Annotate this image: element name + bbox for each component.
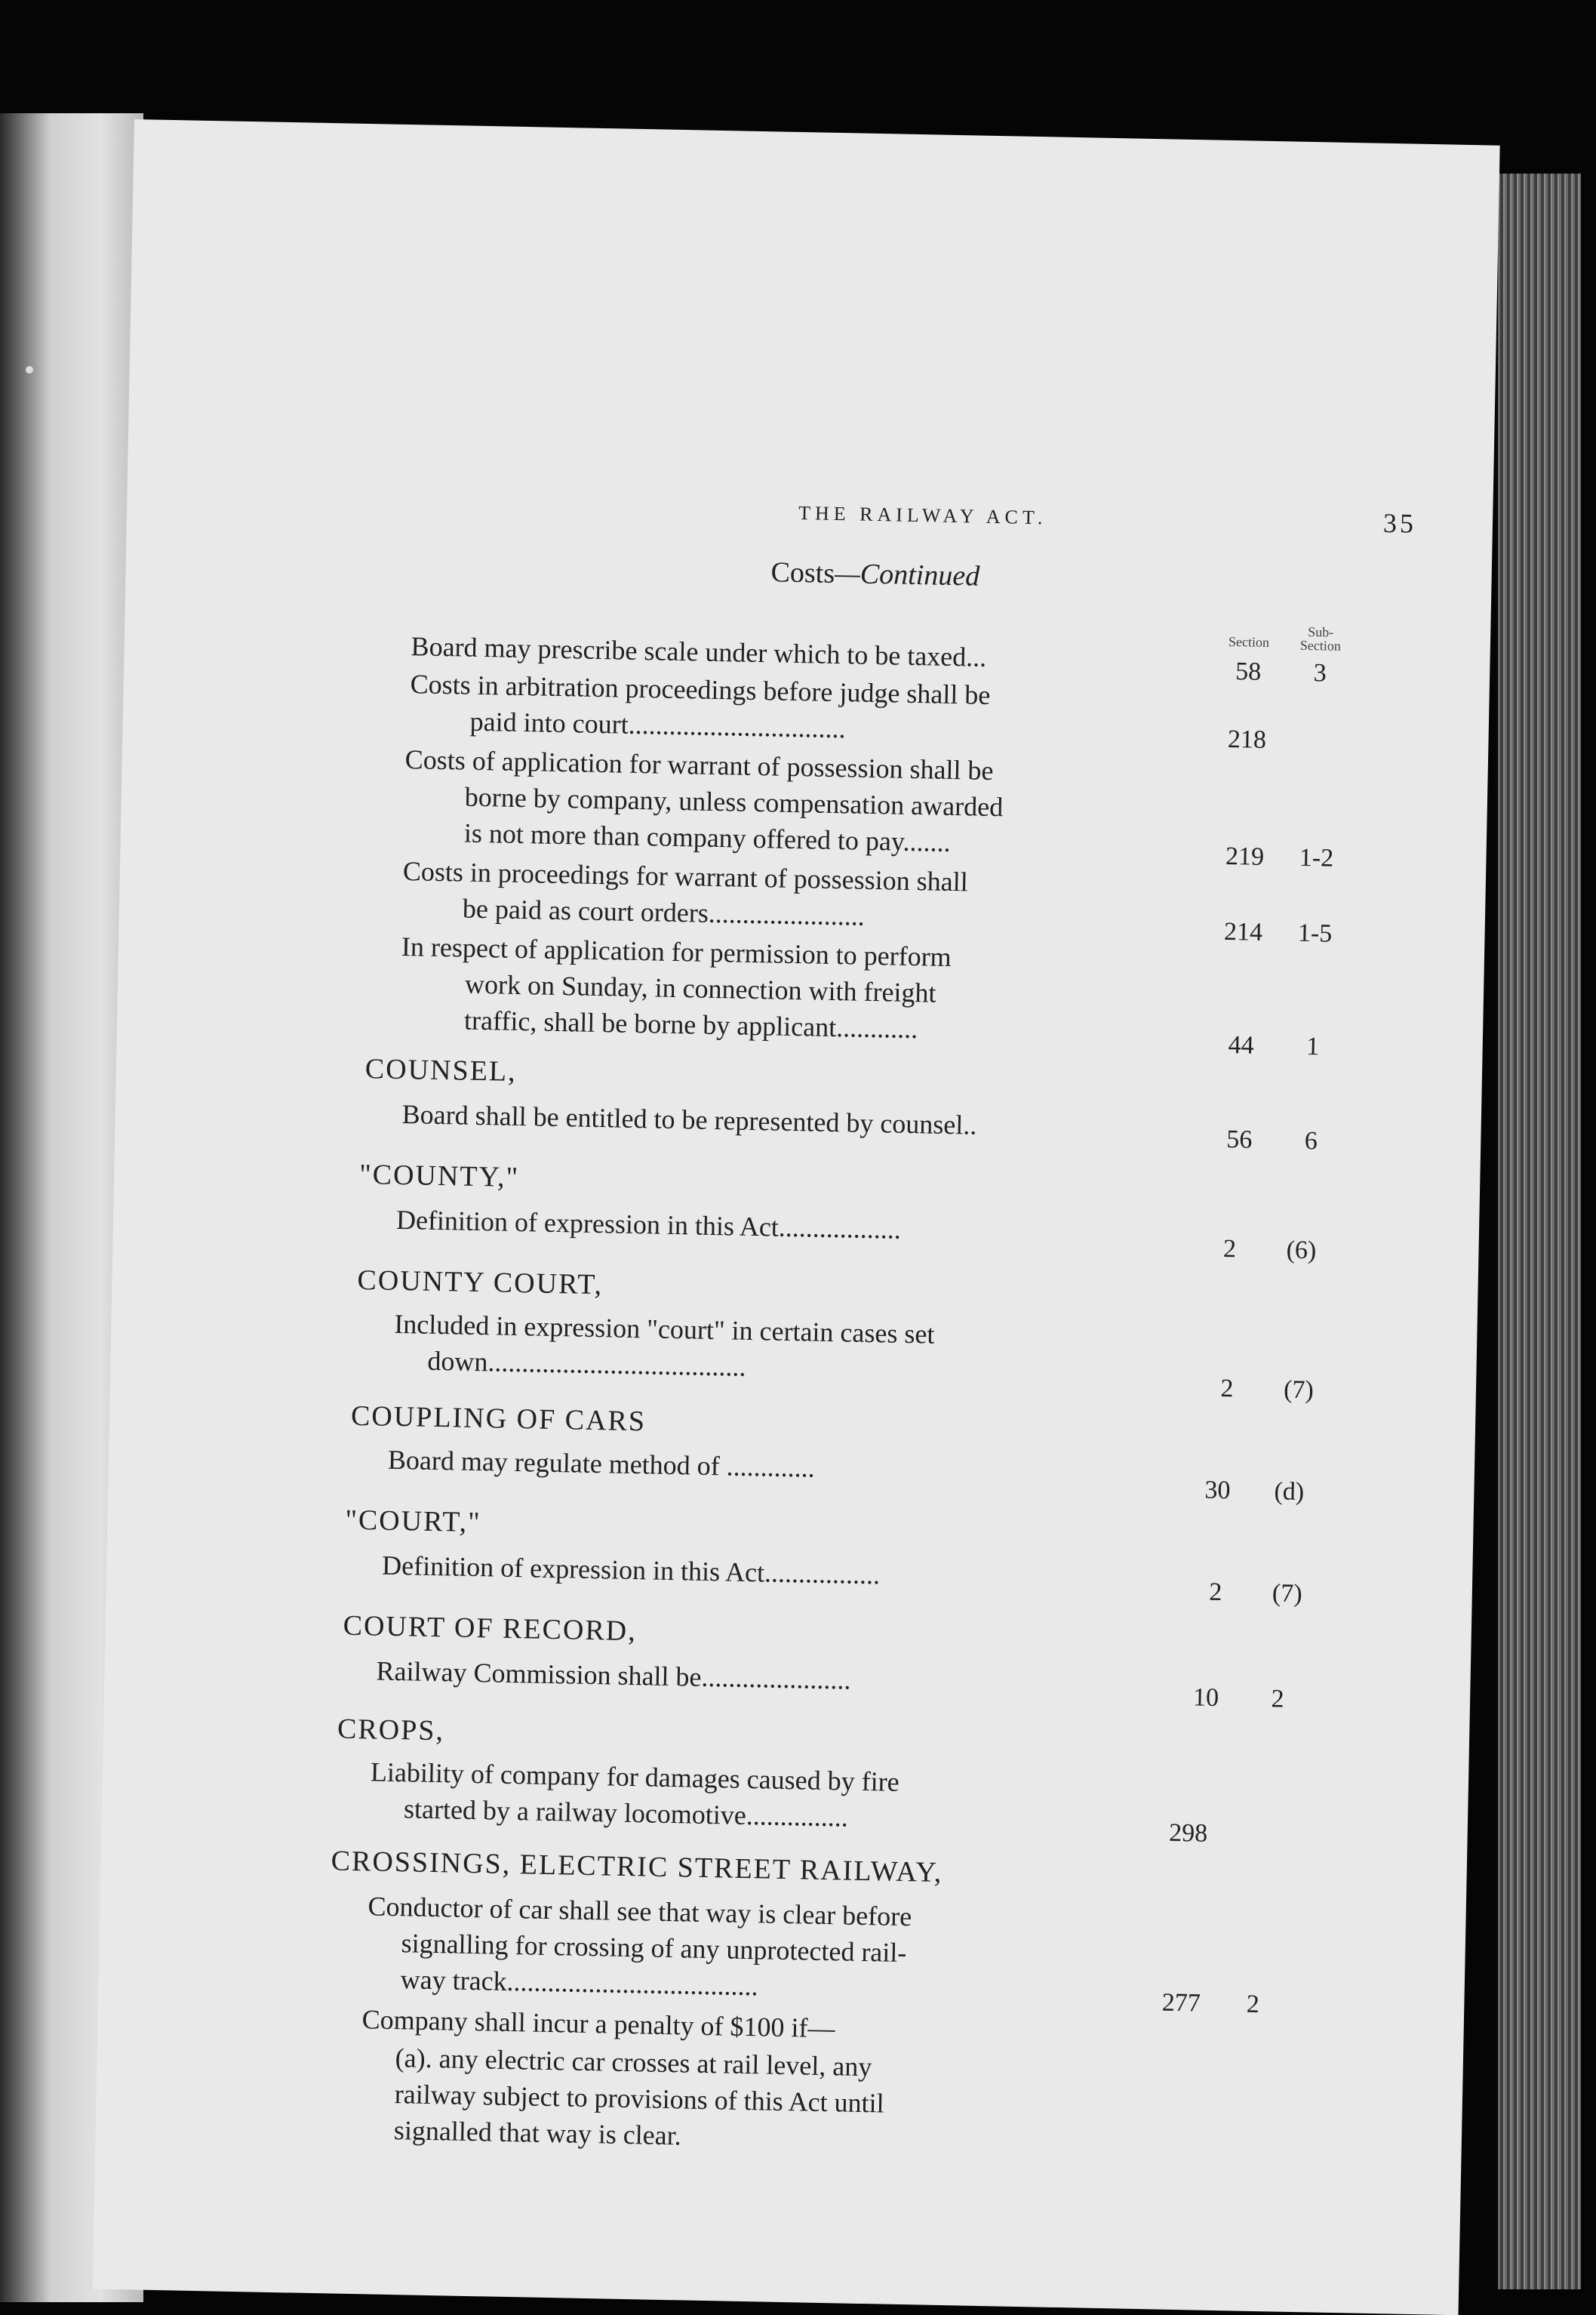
section-number: 56	[1225, 1125, 1253, 1154]
subsection-number: (7)	[1272, 1579, 1302, 1608]
section-number: 44	[1228, 1031, 1255, 1060]
entry-line: Costs in arbitration proceedings before judge shall be	[410, 669, 991, 710]
entry-line: be paid as court orders.......................	[462, 893, 866, 931]
section-number: 10	[1192, 1683, 1219, 1712]
section-number: 2	[1222, 1234, 1237, 1264]
entry-line: Costs of application for warrant of possession shall be	[404, 744, 994, 787]
subsection-number: 3	[1313, 659, 1327, 688]
entry-line: Railway Commission shall be......................	[376, 1655, 851, 1695]
entry-line: Board may prescribe scale under which to be taxed...	[411, 631, 987, 673]
entry-line: signalled that way is clear.	[393, 2115, 682, 2151]
column-header-section: Section	[1228, 633, 1270, 650]
section-number: 58	[1235, 657, 1262, 686]
entry-line: paid into court................................	[469, 706, 847, 744]
section-title	[770, 556, 979, 593]
entry-line: Board shall be entitled to be represented by counsel..	[401, 1099, 977, 1141]
entry-line: Included in expression "court" in certain cases set	[394, 1308, 935, 1350]
section-title-main: Costs	[770, 556, 835, 590]
page-block-edge	[1498, 174, 1581, 2289]
subsection-number: (7)	[1283, 1375, 1315, 1405]
subsection-number: (6)	[1286, 1236, 1317, 1265]
entry-line: Board may regulate method of .............	[387, 1444, 816, 1483]
index-heading: CROSSINGS, ELECTRIC STREET RAILWAY,	[331, 1845, 943, 1889]
subsection-number: 2	[1246, 1990, 1260, 2019]
entry-line: is not more than company offered to pay.......	[463, 817, 952, 857]
entry-line: Conductor of car shall see that way is clear before	[367, 1891, 912, 1932]
section-number: 2	[1220, 1374, 1234, 1403]
index-heading: "COURT,"	[345, 1504, 482, 1539]
subsection-number: 1-5	[1297, 919, 1333, 948]
page-text	[320, 350, 1428, 2258]
entry-line: signalling for crossing of any unprotected rail-	[401, 1928, 907, 1969]
entry-line: Definition of expression in this Act.................	[381, 1550, 881, 1590]
running-title: THE RAILWAY ACT.	[798, 501, 1047, 529]
entry-line: Liability of company for damages caused by fire	[370, 1756, 900, 1797]
section-title-continued: —Continued	[834, 557, 980, 593]
book-page	[93, 119, 1500, 2315]
entry-line: In respect of application for permission to perform	[401, 931, 952, 972]
index-heading: COUNSEL,	[364, 1053, 518, 1088]
entry-line: Definition of expression in this Act..................	[395, 1204, 902, 1245]
section-number: 30	[1204, 1476, 1231, 1505]
entry-line: started by a railway locomotive...............	[403, 1793, 849, 1833]
section-number: 298	[1168, 1818, 1208, 1848]
entry-line: Costs in proceedings for warrant of possession shall	[402, 856, 969, 897]
entry-line: (a). any electric car crosses at rail level, any	[395, 2043, 872, 2083]
subsection-number: 1-2	[1299, 843, 1334, 873]
subsection-number: 1	[1305, 1033, 1320, 1061]
index-heading: COUNTY COURT,	[357, 1264, 604, 1301]
subsection-number: 2	[1271, 1685, 1284, 1713]
section-number: 218	[1227, 725, 1267, 754]
index-heading: CROPS,	[337, 1713, 445, 1747]
entry-line: Company shall incur a penalty of $100 if—	[361, 2004, 835, 2044]
index-heading: "COUNTY,"	[358, 1158, 520, 1194]
entry-line: way track.....................................	[400, 1964, 758, 2002]
index-heading: COUPLING OF CARS	[350, 1399, 647, 1438]
column-header-subsection: Sub-Section	[1299, 623, 1342, 654]
entry-line: railway subject to provisions of this Act until	[394, 2079, 885, 2119]
entry-line: work on Sunday, in connection with freight	[464, 968, 936, 1008]
section-number: 2	[1208, 1578, 1222, 1607]
section-number: 214	[1223, 917, 1263, 947]
entry-line: down......................................	[427, 1345, 746, 1382]
section-number: 219	[1225, 842, 1265, 871]
section-number: 277	[1161, 1988, 1201, 2018]
subsection-number: (d)	[1274, 1477, 1305, 1507]
page-number: 35	[1382, 507, 1417, 539]
speck	[26, 366, 33, 374]
entry-line: traffic, shall be borne by applicant............	[463, 1005, 918, 1045]
index-heading: COURT OF RECORD,	[343, 1609, 638, 1648]
subsection-number: 6	[1304, 1127, 1318, 1156]
entry-line: borne by company, unless compensation awarded	[464, 781, 1004, 823]
